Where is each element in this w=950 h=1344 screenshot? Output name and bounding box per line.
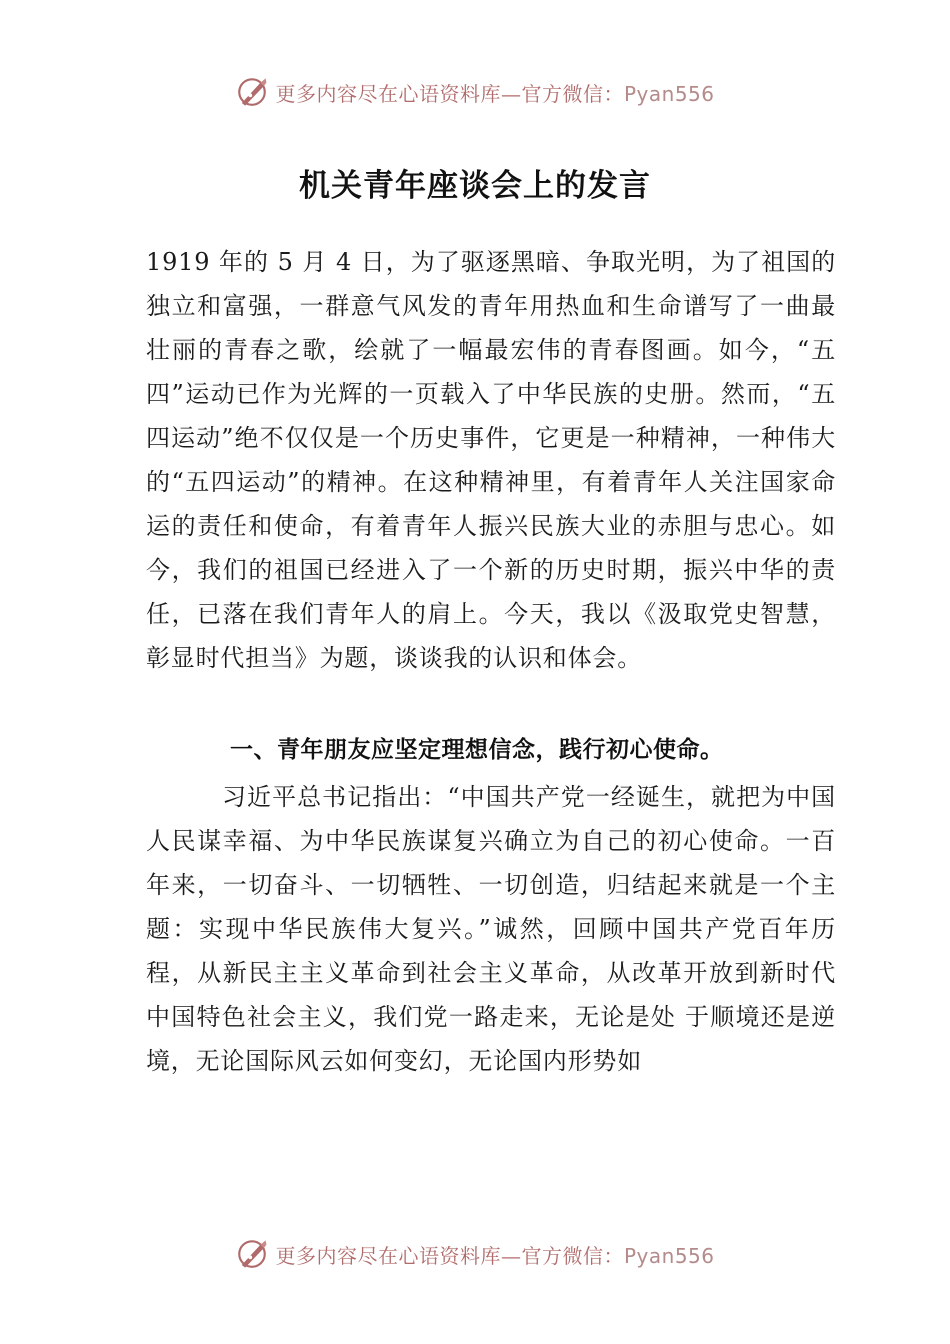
pen-nib-logo-icon bbox=[235, 1237, 269, 1271]
pen-nib-logo-icon bbox=[235, 75, 269, 109]
intro-paragraph: 1919 年的 5 月 4 日，为了驱逐黑暗、争取光明，为了祖国的独立和富强，一群意气风发的青年用热血和生命谱写了一曲最壮丽的青春之歌，绘就了一幅最宏伟的青春图画。如今，“五四”运动已作为光辉的一页载入了中华民族的史册。然而，“五四运动”绝不仅仅是一个历史事件，它更是一种精神，一种伟大的“五四运动”的精神。在这种精神里，有着青年人关注国家命运的责任和使命，有着青年人振兴民族大业的赤胆与忠心。如今，我们的祖国已经进入了一个新的历史时期，振兴中华的责任，已落在我们青年人的肩上。今天，我以《汲取党史智慧，彰显时代担当》为题，谈谈我的认识和体会。 bbox=[146, 248, 836, 672]
section-heading: 一、青年朋友应坚定理想信念，践行初心使命。 bbox=[230, 737, 724, 763]
intro-paragraph-block bbox=[146, 240, 836, 680]
section-paragraph-block bbox=[146, 775, 836, 1083]
section-paragraph: 习近平总书记指出：“中国共产党一经诞生，就把为中国人民谋幸福、为中华民族谋复兴确立为自己的初心使命。一百年来，一切奋斗、一切牺牲、一切创造，归结起来就是一个主题：实现中华民族伟大复兴。”诚然，回顾中国共产党百年历程，从新民主主义革命到社会主义革命，从改革开放到新时代中国特色社会主义，我们党一路走来，无论是处 于顺境还是逆境，无论国际风云如何变幻，无论国内形势如 bbox=[146, 783, 836, 1075]
document-title: 机关青年座谈会上的发言 bbox=[299, 168, 651, 204]
watermark-text: 更多内容尽在心语资料库—官方微信：Pyan556 bbox=[275, 1243, 715, 1268]
watermark-text: 更多内容尽在心语资料库—官方微信：Pyan556 bbox=[275, 81, 715, 106]
header-watermark bbox=[0, 72, 950, 112]
footer-watermark bbox=[0, 1234, 950, 1274]
